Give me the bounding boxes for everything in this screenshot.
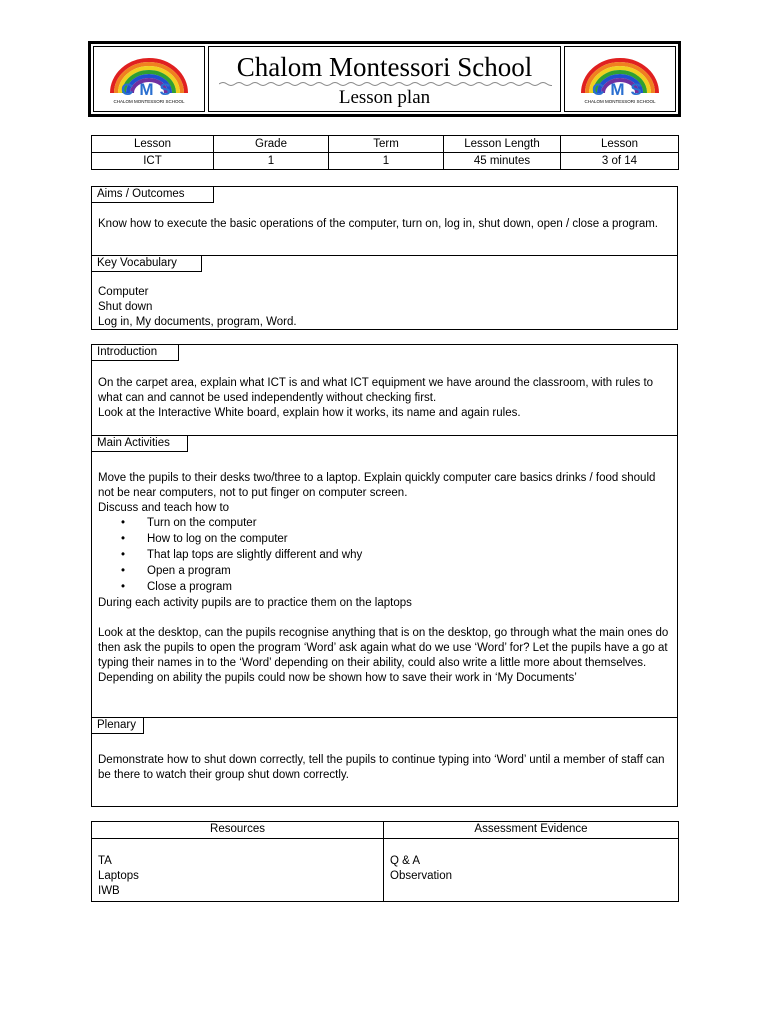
header-cell-grade: Grade [214,136,329,153]
value-cell-lesson-number: 3 of 14 [561,153,679,170]
main-activities-label: Main Activities [92,436,188,452]
bullet-icon: • [121,565,126,577]
header-cell-term: Term [329,136,444,153]
introduction-section [92,345,677,436]
introduction-paragraph: On the carpet area, explain what ICT is and what ICT equipment we have around the classroom, with rules to what can and cannot be used independently without checking first. [98,377,654,404]
list-item: Observation [390,870,453,882]
header-cell-lesson-number: Lesson [561,136,679,153]
list-item: • That lap tops are slightly different and why [121,549,363,561]
logo-right [564,46,676,112]
bullet-icon: • [121,533,126,545]
list-item: • How to log on the computer [121,533,288,545]
value-cell-grade: 1 [214,153,329,170]
rainbow-logo-icon [577,53,663,105]
bullet-icon: • [121,549,126,561]
lesson-plan-title: Lesson plan [338,87,431,108]
table-row [92,839,679,902]
main-activities-section [92,436,677,718]
value-cell-term: 1 [329,153,444,170]
logo-text: CMS [592,80,648,99]
logo-left [93,46,205,112]
table-row [92,822,679,839]
plenary-section [92,718,677,807]
plenary-text: Demonstrate how to shut down correctly, tell the pupils to continue typing into ‘Word’ until a member of staff can be there to watch their group shut down correctly. [98,754,665,781]
vocabulary-item: Log in, My documents, program, Word. [98,316,297,328]
list-item: TA [98,855,112,867]
list-item: • Close a program [121,581,233,593]
practice-line: During each activity pupils are to practice them on the laptops [98,597,412,609]
lesson-body-box [91,344,678,807]
aims-section [92,187,677,256]
activity-bullet-list [98,516,671,596]
aims-label: Aims / Outcomes [92,187,214,203]
plenary-label: Plenary [92,718,144,734]
assessment-header: Assessment Evidence [384,822,679,839]
value-cell-lesson: ICT [92,153,214,170]
vocabulary-section [92,256,677,330]
list-item: • Open a program [121,565,231,577]
list-item: IWB [98,885,120,897]
main-activities-intro: Move the pupils to their desks two/three to a laptop. Explain quickly computer care basics drinks / food should not be near computers, not to put finger on computer screen. [98,472,656,499]
resources-assessment-table [91,821,679,902]
rainbow-logo-icon [106,53,192,105]
resources-cell [92,839,384,902]
vocabulary-list [98,285,671,330]
desktop-paragraph: Look at the desktop, can the pupils recognise anything that is on the desktop, go through what the main ones do then ask the pupils to open the program ‘Word’ ask again what do we use ‘Word’ for? Let the pupils have a go at typing their names in to the ‘Word’ depending on their ability, could also write a little more about themselves. Depending on ability the pupils could now be shown how to save their work in ‘My Documents’ [98,627,669,684]
list-item: Q & A [390,855,421,867]
discuss-line: Discuss and teach how to [98,502,230,514]
value-cell-length: 45 minutes [444,153,561,170]
title-box [208,46,561,112]
resources-header: Resources [92,822,384,839]
header-banner [88,41,681,117]
logo-caption: CHALOM MONTESSORI SCHOOL [584,99,656,104]
school-name: Chalom Montessori School [236,52,533,82]
introduction-label: Introduction [92,345,179,361]
bullet-icon: • [121,581,126,593]
list-item: Laptops [98,870,139,882]
introduction-paragraph: Look at the Interactive White board, explain how it works, its name and again rules. [98,407,521,419]
aims-text: Know how to execute the basic operations of the computer, turn on, log in, shut down, open / close a program. [98,218,659,230]
vocabulary-item: Shut down [98,301,153,313]
vocabulary-label: Key Vocabulary [92,256,202,272]
table-row [92,136,679,153]
logo-text: CMS [121,80,177,99]
assessment-cell [384,839,679,902]
logo-caption: CHALOM MONTESSORI SCHOOL [113,99,185,104]
vocabulary-item: Computer [98,286,149,298]
table-row [92,153,679,170]
list-item: • Turn on the computer [121,517,257,529]
aims-vocabulary-box [91,186,678,330]
bullet-icon: • [121,517,126,529]
header-cell-lesson: Lesson [92,136,214,153]
header-cell-length: Lesson Length [444,136,561,153]
lesson-info-table [91,135,679,170]
